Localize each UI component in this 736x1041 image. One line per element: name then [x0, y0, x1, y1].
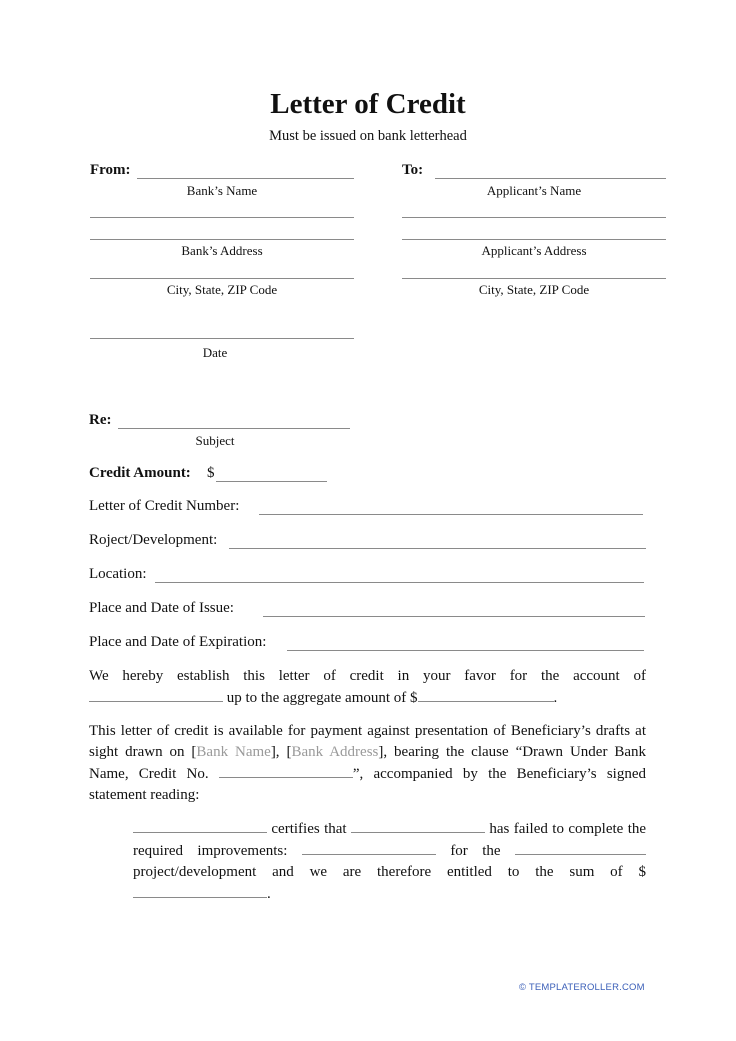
availability-paragraph: [89, 721, 646, 806]
sum-field[interactable]: [133, 883, 267, 898]
p2-text-a: This letter of credit is available for payment against presentation of Beneficiary’s drafts at sight drawn on [: [89, 723, 646, 760]
date-field[interactable]: [90, 338, 354, 339]
p3-text-b: has failed to complete the required improvements:: [133, 821, 647, 859]
improvements-field[interactable]: [302, 840, 436, 855]
credit-amount-field[interactable]: [216, 481, 327, 482]
p1-text-a: We hereby establish this letter of credit in your favor for the account of: [89, 668, 646, 684]
statement-paragraph: [133, 818, 646, 905]
bank-name-caption: Bank’s Name: [186, 183, 258, 198]
loc-number-field[interactable]: [259, 514, 643, 515]
credit-amount-dollar: $: [207, 465, 215, 481]
p2-text-c: ], bearing the clause “Drawn Under Bank Name, Credit No.: [89, 744, 647, 782]
p2-text-b: ], [: [270, 744, 292, 760]
location-label: Location:: [89, 566, 147, 582]
aggregate-amount-field[interactable]: [418, 687, 554, 702]
from-label: From:: [90, 162, 131, 178]
project-label: Roject/Development:: [89, 532, 218, 548]
project-name-field[interactable]: [515, 840, 646, 855]
applicant-address-caption: Applicant’s Address: [481, 243, 587, 258]
bank-address-field-2[interactable]: [90, 239, 354, 240]
bank-address-placeholder[interactable]: Bank Address: [291, 744, 379, 760]
bank-name-placeholder[interactable]: Bank Name: [196, 744, 271, 760]
date-caption: Date: [202, 345, 228, 360]
credit-no-field[interactable]: [219, 763, 353, 778]
expiration-field[interactable]: [287, 650, 644, 651]
p1-text-c: .: [553, 690, 558, 706]
credit-amount-label: Credit Amount:: [89, 465, 191, 481]
p3-text-c: for the: [450, 843, 501, 859]
p3-text-d: project/development and we are therefore entitled to the sum of $: [133, 864, 646, 880]
bank-address-field-1[interactable]: [90, 217, 354, 218]
establish-paragraph: [89, 666, 646, 709]
to-label: To:: [402, 162, 424, 178]
bank-address-caption: Bank’s Address: [181, 243, 263, 258]
bank-city-field[interactable]: [90, 278, 354, 279]
project-field[interactable]: [229, 548, 646, 549]
page-title: Letter of Credit: [270, 88, 466, 120]
expiration-label: Place and Date of Expiration:: [89, 634, 267, 650]
issue-label: Place and Date of Issue:: [89, 600, 234, 616]
subject-caption: Subject: [195, 433, 235, 448]
applicant-name-caption: Applicant’s Name: [486, 183, 582, 198]
applicant-address-field-1[interactable]: [402, 217, 666, 218]
certifier-field[interactable]: [133, 818, 267, 833]
page-subtitle: Must be issued on bank letterhead: [269, 128, 467, 144]
bank-name-field[interactable]: [137, 178, 354, 179]
applicant-address-field-2[interactable]: [402, 239, 666, 240]
failed-party-field[interactable]: [351, 818, 485, 833]
bank-city-caption: City, State, ZIP Code: [166, 282, 278, 297]
applicant-city-field[interactable]: [402, 278, 666, 279]
footer-copyright[interactable]: © TEMPLATEROLLER.COM: [519, 982, 645, 993]
issue-field[interactable]: [263, 616, 645, 617]
applicant-name-field[interactable]: [435, 178, 666, 179]
applicant-city-caption: City, State, ZIP Code: [478, 282, 590, 297]
p2-text-d: ”, accompanied by the Beneficiary’s signed statement reading:: [89, 766, 646, 803]
account-of-field[interactable]: [89, 687, 223, 702]
re-label: Re:: [89, 412, 112, 428]
location-field[interactable]: [155, 582, 644, 583]
p3-text-e: .: [267, 886, 271, 902]
p1-text-b: up to the aggregate amount of $: [226, 690, 418, 706]
subject-field[interactable]: [118, 428, 350, 429]
p3-text-a: certifies that: [271, 821, 347, 837]
loc-number-label: Letter of Credit Number:: [89, 498, 240, 514]
